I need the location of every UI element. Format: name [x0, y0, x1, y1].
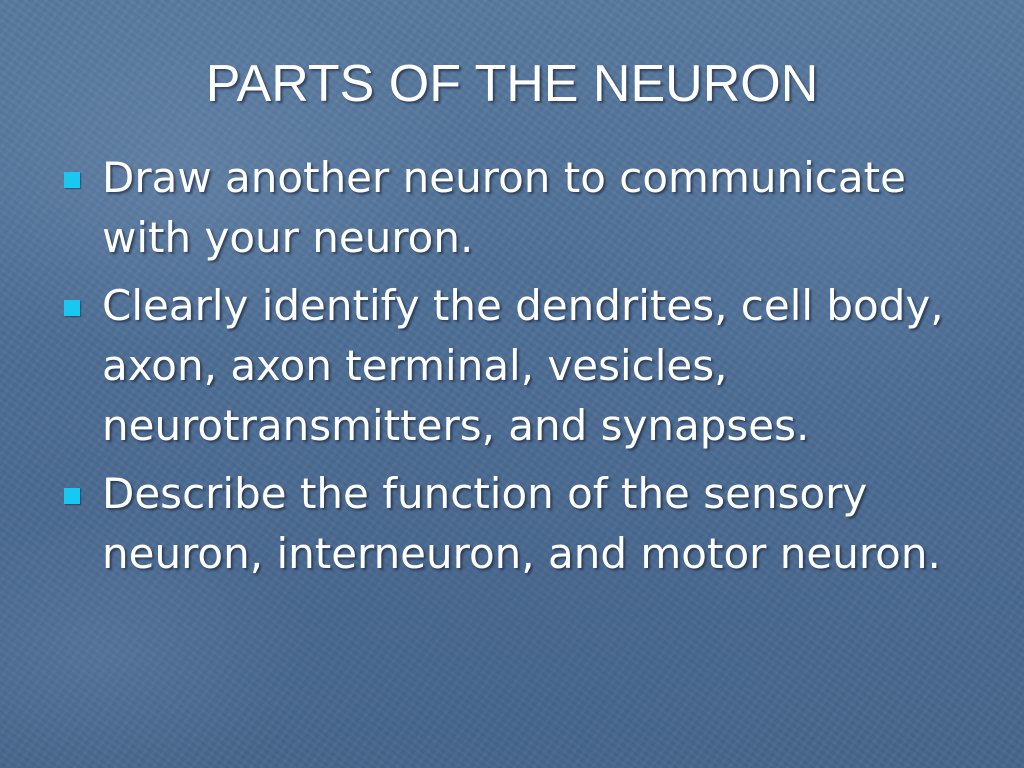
bullet-item — [62, 148, 982, 268]
bullet-item — [62, 464, 982, 584]
square-bullet-icon — [64, 488, 80, 504]
bullet-text: Clearly identify the dendrites, cell body, axon, axon terminal, vesicles, neurotransmitters, and synapses. — [102, 281, 944, 450]
bullet-text: Draw another neuron to communicate with your neuron. — [102, 153, 906, 262]
square-bullet-icon — [64, 172, 80, 188]
bullet-text: Describe the function of the sensory neuron, interneuron, and motor neuron. — [102, 469, 941, 578]
slide-title: PARTS OF THE NEURON — [205, 55, 819, 113]
bullet-list — [62, 148, 982, 592]
square-bullet-icon — [64, 300, 80, 316]
bullet-item — [62, 276, 982, 456]
